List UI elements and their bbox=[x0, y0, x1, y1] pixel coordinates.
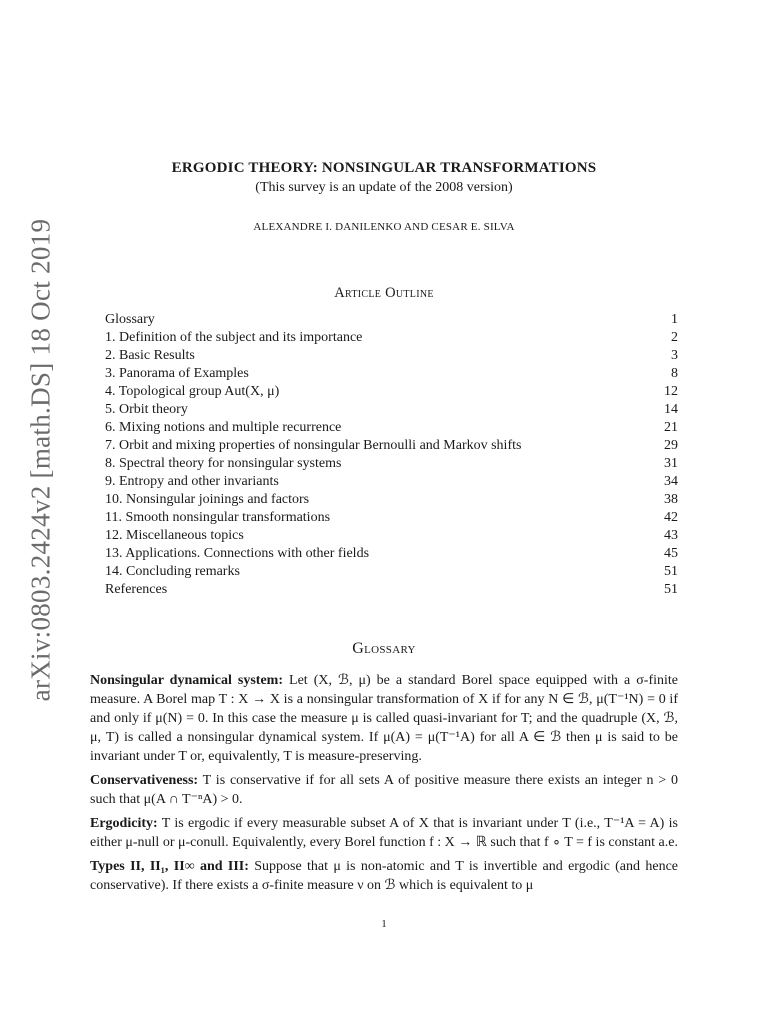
glossary-term: Conservativeness: bbox=[90, 773, 199, 788]
arxiv-identifier-sidebar bbox=[25, 218, 56, 702]
outline-item-label: References bbox=[105, 582, 168, 597]
paper-authors: ALEXANDRE I. DANILENKO AND CESAR E. SILVA bbox=[253, 221, 515, 233]
outline-item-page: 2 bbox=[671, 330, 678, 345]
outline-item-page: 12 bbox=[664, 384, 678, 399]
outline-item-label: 11. Smooth nonsingular transformations bbox=[105, 510, 331, 525]
glossary-body bbox=[90, 671, 678, 900]
outline-item-page: 31 bbox=[664, 456, 678, 471]
outline-item-label: 13. Applications. Connections with other fields bbox=[105, 546, 370, 561]
outline-item[interactable] bbox=[105, 509, 678, 527]
outline-item[interactable] bbox=[105, 383, 678, 401]
outline-item-label: Glossary bbox=[105, 312, 155, 327]
outline-item-label: 2. Basic Results bbox=[105, 348, 195, 363]
outline-item[interactable] bbox=[105, 311, 678, 329]
outline-item[interactable] bbox=[105, 455, 678, 473]
glossary-definition: T is conservative if for all sets A of positive measure there exists an integer n > 0 such that μ(A ∩ T⁻ⁿA) > 0. bbox=[90, 773, 678, 807]
glossary-definition: Let (X, ℬ, μ) be a standard Borel space equipped with a σ-finite measure. A Borel map T : X → X is a nonsingular transformation of X if for any N ∈ ℬ, μ(T⁻¹N) = 0 if and only if μ(N) = 0. In this case the measure μ is called quasi-invariant for T; and the quadruple (X, ℬ, μ, T) is called a nonsingular dynamical system. If μ(A) = μ(T⁻¹A) for all A ∈ ℬ then μ is said to be invariant under T or, equivalently, T is measure-preserving. bbox=[90, 673, 679, 764]
article-outline-list bbox=[105, 311, 678, 599]
glossary-heading: Glossary bbox=[352, 640, 416, 657]
outline-item-page: 45 bbox=[664, 546, 678, 561]
outline-item[interactable] bbox=[105, 473, 678, 491]
glossary-entry bbox=[90, 857, 678, 895]
paper-title: ERGODIC THEORY: NONSINGULAR TRANSFORMATIONS bbox=[171, 160, 597, 176]
outline-item[interactable] bbox=[105, 401, 678, 419]
page-number: 1 bbox=[381, 918, 387, 930]
outline-item[interactable] bbox=[105, 545, 678, 563]
outline-item-page: 42 bbox=[664, 510, 678, 525]
outline-item-label: 4. Topological group Aut(X, μ) bbox=[105, 384, 280, 399]
outline-item-page: 43 bbox=[664, 528, 678, 543]
outline-item[interactable] bbox=[105, 527, 678, 545]
paper-subtitle: (This survey is an update of the 2008 version) bbox=[255, 180, 513, 195]
glossary-term: Ergodicity: bbox=[90, 816, 158, 831]
glossary-definition: T is ergodic if every measurable subset A of X that is invariant under T (i.e., T⁻¹A = A) is either μ-null or μ-conull. Equivalently, every Borel function f : X → ℝ such that f ∘ T = f is constant a.e. bbox=[90, 816, 678, 850]
outline-item[interactable] bbox=[105, 419, 678, 437]
outline-item-label: 10. Nonsingular joinings and factors bbox=[105, 492, 310, 507]
paper-page bbox=[90, 0, 678, 1024]
outline-item-label: 8. Spectral theory for nonsingular systems bbox=[105, 456, 342, 471]
outline-item-label: 12. Miscellaneous topics bbox=[105, 528, 244, 543]
outline-item[interactable] bbox=[105, 491, 678, 509]
outline-item[interactable] bbox=[105, 437, 678, 455]
outline-item-label: 7. Orbit and mixing properties of nonsingular Bernoulli and Markov shifts bbox=[105, 438, 522, 453]
outline-item-page: 1 bbox=[671, 312, 678, 327]
article-outline-heading: Article Outline bbox=[334, 285, 434, 301]
outline-item-label: 3. Panorama of Examples bbox=[105, 366, 249, 381]
outline-item-page: 3 bbox=[671, 348, 678, 363]
outline-item-page: 8 bbox=[671, 366, 678, 381]
outline-item-label: 6. Mixing notions and multiple recurrence bbox=[105, 420, 342, 435]
glossary-entry bbox=[90, 814, 678, 852]
outline-item-page: 34 bbox=[664, 474, 678, 489]
glossary-term: Types II, II₁, II∞ and III: bbox=[90, 859, 249, 874]
glossary-definition: Suppose that μ is non-atomic and T is invertible and ergodic (and hence conservative). If there exists a σ-finite measure ν on ℬ which is equivalent to μ bbox=[90, 859, 678, 893]
outline-item-page: 51 bbox=[664, 582, 678, 597]
outline-item-label: 14. Concluding remarks bbox=[105, 564, 240, 579]
glossary-entry bbox=[90, 771, 678, 809]
outline-item-page: 38 bbox=[664, 492, 678, 507]
outline-item-page: 21 bbox=[664, 420, 678, 435]
glossary-term: Nonsingular dynamical system: bbox=[90, 673, 284, 688]
outline-item-label: 5. Orbit theory bbox=[105, 402, 188, 417]
outline-item[interactable] bbox=[105, 563, 678, 581]
outline-item-page: 51 bbox=[664, 564, 678, 579]
outline-item-page: 14 bbox=[664, 402, 678, 417]
outline-item[interactable] bbox=[105, 581, 678, 599]
arxiv-identifier: arXiv:0803.2424v2 [math.DS] 18 Oct 2019 bbox=[25, 218, 56, 702]
outline-item[interactable] bbox=[105, 329, 678, 347]
glossary-entry bbox=[90, 671, 678, 766]
outline-item-label: 9. Entropy and other invariants bbox=[105, 474, 279, 489]
outline-item[interactable] bbox=[105, 347, 678, 365]
outline-item[interactable] bbox=[105, 365, 678, 383]
outline-item-page: 29 bbox=[664, 438, 678, 453]
outline-item-label: 1. Definition of the subject and its importance bbox=[105, 330, 363, 345]
